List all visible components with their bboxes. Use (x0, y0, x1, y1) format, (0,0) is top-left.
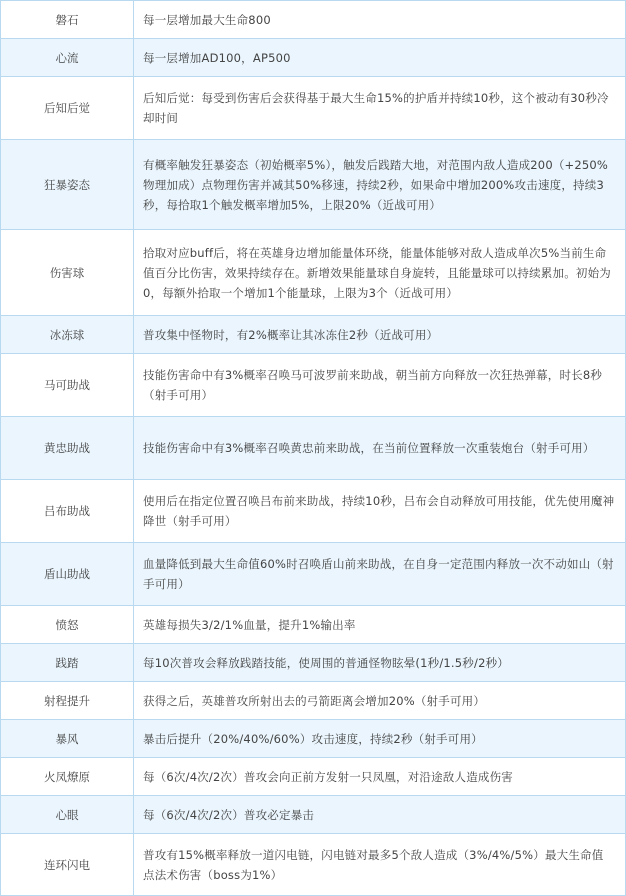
table-row (1, 758, 626, 796)
table-row (1, 39, 626, 77)
skill-description: 每一层增加最大生命800 (134, 1, 626, 39)
skill-description: 普攻集中怪物时，有2%概率让其冰冻住2秒（近战可用） (134, 316, 626, 354)
skill-name: 吕布助战 (1, 480, 134, 543)
table-row (1, 720, 626, 758)
skill-description: 每10次普攻会释放践踏技能，使周围的普通怪物眩晕(1秒/1.5秒/2秒） (134, 644, 626, 682)
skill-name: 心流 (1, 39, 134, 77)
skill-name: 火凤燎原 (1, 758, 134, 796)
table-row (1, 354, 626, 417)
skill-name: 狂暴姿态 (1, 140, 134, 230)
skill-name: 冰冻球 (1, 316, 134, 354)
skill-description: 血量降低到最大生命值60%时召唤盾山前来助战，在自身一定范围内释放一次不动如山（射手可用） (134, 543, 626, 606)
skill-description: 每一层增加AD100，AP500 (134, 39, 626, 77)
table-row (1, 543, 626, 606)
skill-name: 连环闪电 (1, 834, 134, 896)
skill-description: 技能伤害命中有3%概率召唤黄忠前来助战，在当前位置释放一次重装炮台（射手可用） (134, 417, 626, 480)
skill-description: 拾取对应buff后，将在英雄身边增加能量体环绕，能量体能够对敌人造成单次5%当前生命值百分比伤害，效果持续存在。新增效果能量球自身旋转，且能量球可以持续累加。初始为0，每额外拾取一个增加1个能量球，上限为3个（近战可用） (134, 230, 626, 316)
skill-description: 英雄每损失3/2/1%血量，提升1%输出率 (134, 606, 626, 644)
table-row (1, 644, 626, 682)
skill-description: 使用后在指定位置召唤吕布前来助战，持续10秒，吕布会自动释放可用技能，优先使用魔神降世（射手可用） (134, 480, 626, 543)
skill-name: 后知后觉 (1, 77, 134, 140)
table-row (1, 417, 626, 480)
skill-description: 后知后觉：每受到伤害后会获得基于最大生命15%的护盾并持续10秒，这个被动有30秒冷却时间 (134, 77, 626, 140)
skill-description: 暴击后提升（20%/40%/60%）攻击速度，持续2秒（射手可用） (134, 720, 626, 758)
table-row (1, 316, 626, 354)
skill-name: 暴风 (1, 720, 134, 758)
table-row (1, 77, 626, 140)
table-row (1, 682, 626, 720)
table-row (1, 606, 626, 644)
skill-description: 每（6次/4次/2次）普攻必定暴击 (134, 796, 626, 834)
skill-description: 获得之后，英雄普攻所射出去的弓箭距离会增加20%（射手可用） (134, 682, 626, 720)
table-row (1, 834, 626, 896)
skill-name: 践踏 (1, 644, 134, 682)
skill-description: 普攻有15%概率释放一道闪电链，闪电链对最多5个敌人造成（3%/4%/5%）最大生命值点法术伤害（boss为1%） (134, 834, 626, 896)
table-row (1, 140, 626, 230)
table-row (1, 480, 626, 543)
skill-name: 磐石 (1, 1, 134, 39)
skill-name: 盾山助战 (1, 543, 134, 606)
table-row (1, 1, 626, 39)
skill-name: 黄忠助战 (1, 417, 134, 480)
table-row (1, 796, 626, 834)
skill-name: 心眼 (1, 796, 134, 834)
skill-name: 伤害球 (1, 230, 134, 316)
skill-name: 马可助战 (1, 354, 134, 417)
table-row (1, 230, 626, 316)
skill-name: 射程提升 (1, 682, 134, 720)
skill-name: 愤怒 (1, 606, 134, 644)
skill-description: 有概率触发狂暴姿态（初始概率5%），触发后践踏大地，对范围内敌人造成200（+250%物理加成）点物理伤害并减其50%移速，持续2秒，如果命中增加200%攻击速度，持续3秒，每拾取1个触发概率增加5%，上限20%（近战可用） (134, 140, 626, 230)
skill-description: 每（6次/4次/2次）普攻会向正前方发射一只凤凰，对沿途敌人造成伤害 (134, 758, 626, 796)
skill-description: 技能伤害命中有3%概率召唤马可波罗前来助战，朝当前方向释放一次狂热弹幕，时长8秒（射手可用） (134, 354, 626, 417)
